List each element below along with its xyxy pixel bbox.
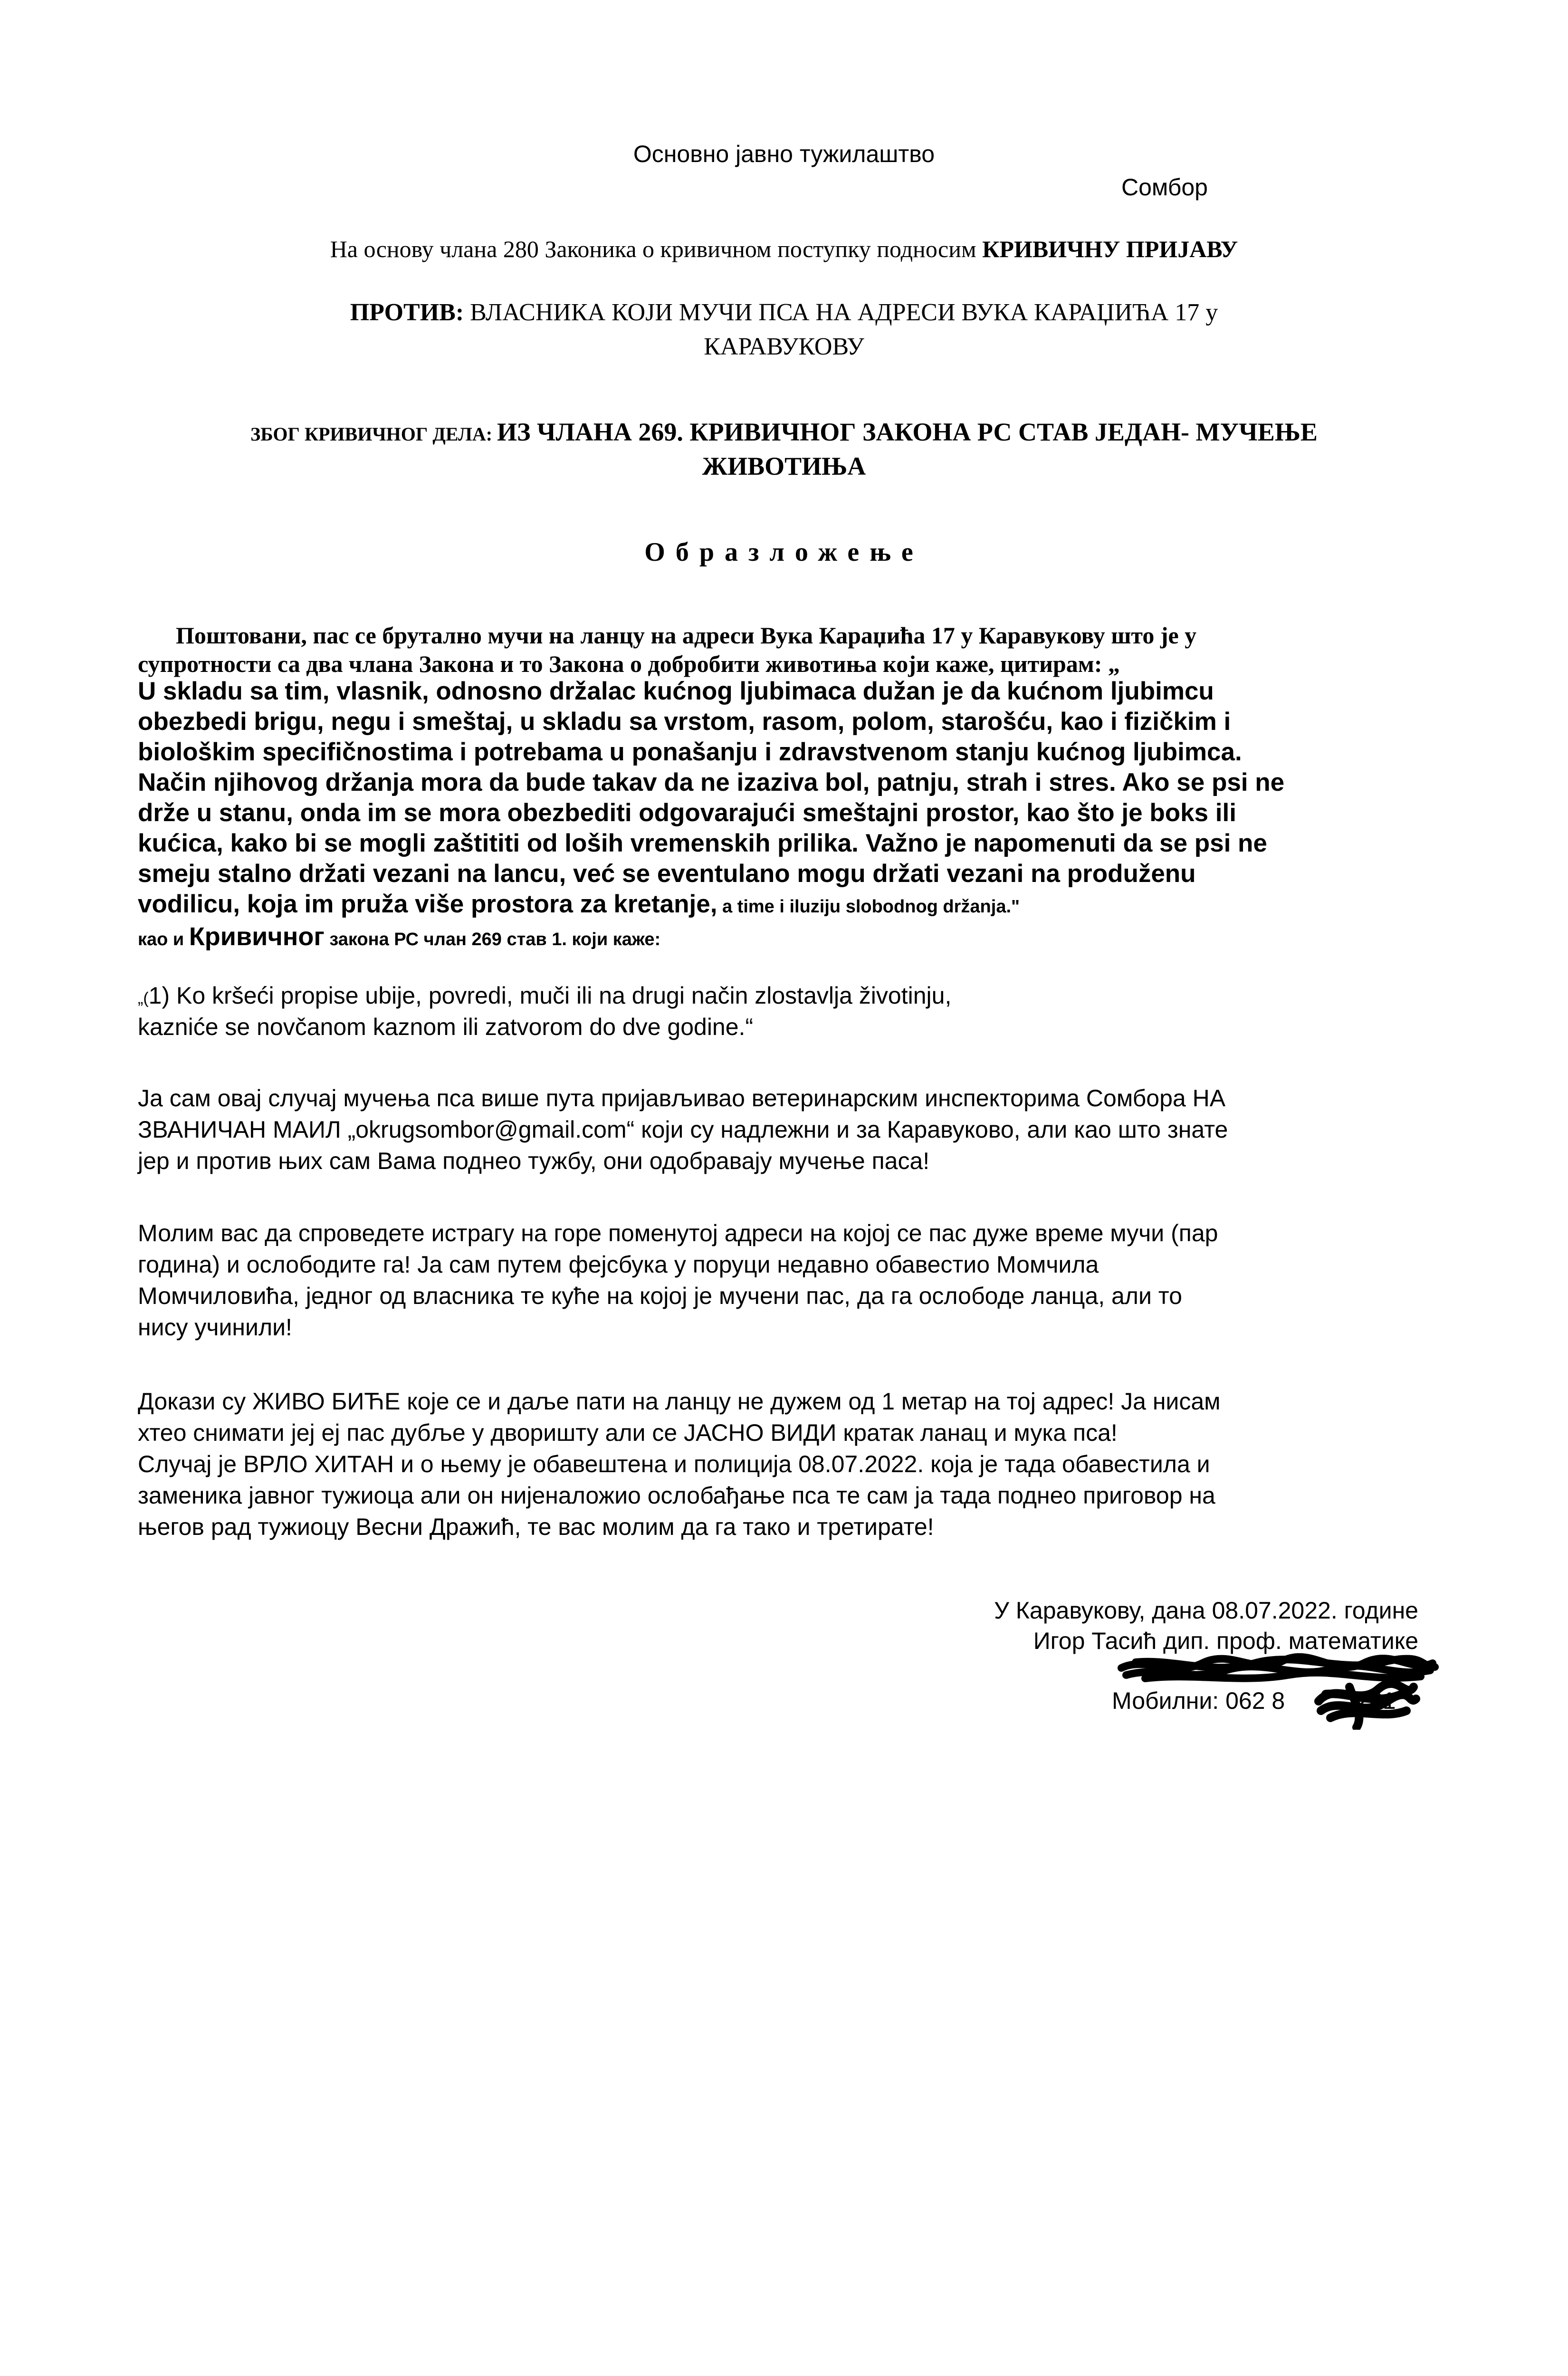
p3-line-3: Случај је ВРЛО ХИТАН и о њему је обавештена и полиција 08.07.2022. која је тада обавестила и (138, 1451, 1210, 1477)
against-line-1 (0, 298, 1568, 326)
p1-line-3: јер и против њих сам Вама поднео тужбу, они одобравају мучење паса! (138, 1148, 930, 1174)
law-text-1: 1) Ko kršeći propise ubije, povredi, muči ili na drugi način zlostavlja životinju, (148, 982, 952, 1009)
p1-line-2: ЗВАНИЧАН МАИЛ „okrugsombor@gmail.com“ који су надлежни и за Каравуково, али као што знате (138, 1116, 1228, 1143)
p1-line-1: Ја сам овај случај мучења пса више пута пријављивао ветеринарским инспекторима Сомбора НА (138, 1085, 1226, 1111)
quote-last-small: a time i iluziju slobodnog držanja." (717, 897, 1020, 917)
also-pre: као и (138, 929, 189, 949)
law-line-1 (138, 982, 951, 1009)
against-label: ПРОТИВ: (350, 299, 464, 326)
quote-line-3: biološkim specifičnostima i potrebama u ponašanju i zdravstvenom stanju kućnog ljubimca. (138, 738, 1242, 766)
offense-line-2: ЖИВОТИЊА (702, 452, 866, 480)
against-line-2: КАРАВУКОВУ (704, 333, 864, 360)
p2-line-3: Момчиловића, једног од власника те куће на којој је мучени пас, да га ослободе ланца, али то (138, 1283, 1182, 1309)
quote-line-1: U skladu sa tim, vlasnik, odnosno držalac kućnog ljubimaca dužan je da kućnom ljubimcu (138, 677, 1214, 705)
signature-place-date: У Каравукову, дана 08.07.2022. године (994, 1597, 1418, 1624)
offense-text-1: ИЗ ЧЛАНА 269. КРИВИЧНОГ ЗАКОНА РС СТАВ ЈЕДАН- МУЧЕЊЕ (497, 418, 1318, 446)
p3-line-5: његов рад тужиоцу Весни Дражић, те вас молим да га тако и третирате! (138, 1514, 934, 1540)
quote-line-8 (138, 890, 1020, 919)
quote-line-5: drže u stanu, onda im se mora obezbediti odgovarajući smeštajni prostor, kao što je boks ili (138, 799, 1236, 827)
legal-basis-text: На основу члана 280 Законика о кривичном поступку подносим (330, 236, 983, 262)
quote-line-4: Način njihovog držanja mora da bude takav da ne izaziva bol, patnju, strah i stres. Ako se psi ne (138, 768, 1285, 796)
p2-line-1: Молим вас да спроведете истрагу на горе поменутој адреси на којој се пас дуже време мучи (пар (138, 1220, 1218, 1246)
legal-basis-bold: КРИВИЧНУ ПРИЈАВУ (982, 236, 1238, 262)
also-post: закона РС члан 269 став 1. који каже: (324, 929, 661, 949)
intro-line-2: супротности са два члана Закона и то Закона о добробити животиња који каже, цитирам: „ (138, 651, 1120, 677)
p3-line-2: хтео снимати јеј еј пас дубље у дворишту али се ЈАСНО ВИДИ кратак ланац и мука пса! (138, 1419, 1118, 1446)
offense-label: ЗБОГ КРИВИЧНОГ ДЕЛА: (250, 423, 497, 445)
redaction-scribble-2 (1311, 1673, 1421, 1730)
legal-basis (0, 235, 1568, 263)
signature-mobile-end: 281 (1356, 1687, 1396, 1714)
prosecutor-city: Сомбор (1121, 174, 1208, 201)
quote-line-7: smeju stalno držati vezani na lancu, već se eventulano mogu držati vezani na produženu (138, 860, 1196, 888)
signature-name: Игор Тасић дип. проф. математике (1033, 1628, 1418, 1654)
explanation-title: Образложење (644, 537, 924, 567)
law-open-quote: „( (138, 989, 149, 1007)
p2-line-4: нису учинили! (138, 1314, 292, 1341)
intro-line-1: Поштовани, пас се брутално мучи на ланцу на адреси Вука Караџића 17 у Каравукову што је у (176, 622, 1197, 649)
signature-mobile-start: Мобилни: 062 8 (1112, 1687, 1285, 1714)
also-big: Кривичног (189, 922, 325, 951)
prosecutor-office: Основно јавно тужилаштво (633, 141, 935, 167)
p2-line-2: година) и ослободите га! Ја сам путем фејсбука у поруци недавно обавестио Момчила (138, 1251, 1099, 1278)
also-line (138, 922, 660, 951)
law-line-2: kazniće se novčanom kaznom ili zatvorom do dve godine.“ (138, 1014, 754, 1040)
p3-line-4: заменика јавног тужиоца али он нијеналожио ослобађање пса те сам ја тада поднео приговор на (138, 1482, 1215, 1509)
quote-line-6: kućica, kako bi se mogli zaštititi od loših vremenskih prilika. Važno je napomenuti da se psi ne (138, 829, 1267, 857)
p3-line-1: Докази су ЖИВО БИЋЕ које се и даље пати на ланцу не дужем од 1 метар на тој адрес! Ја нисам (138, 1388, 1221, 1415)
offense-line-1 (0, 417, 1568, 447)
against-text-1: ВЛАСНИКА КОЈИ МУЧИ ПСА НА АДРЕСИ ВУКА КАРАЏИЋА 17 у (464, 299, 1218, 326)
quote-line-2: obezbedi brigu, negu i smeštaj, u skladu sa vrstom, rasom, polom, starošću, kao i fizičkim i (138, 708, 1231, 736)
quote-last-main: vodilicu, koja im pruža više prostora za kretanje, (138, 890, 717, 918)
